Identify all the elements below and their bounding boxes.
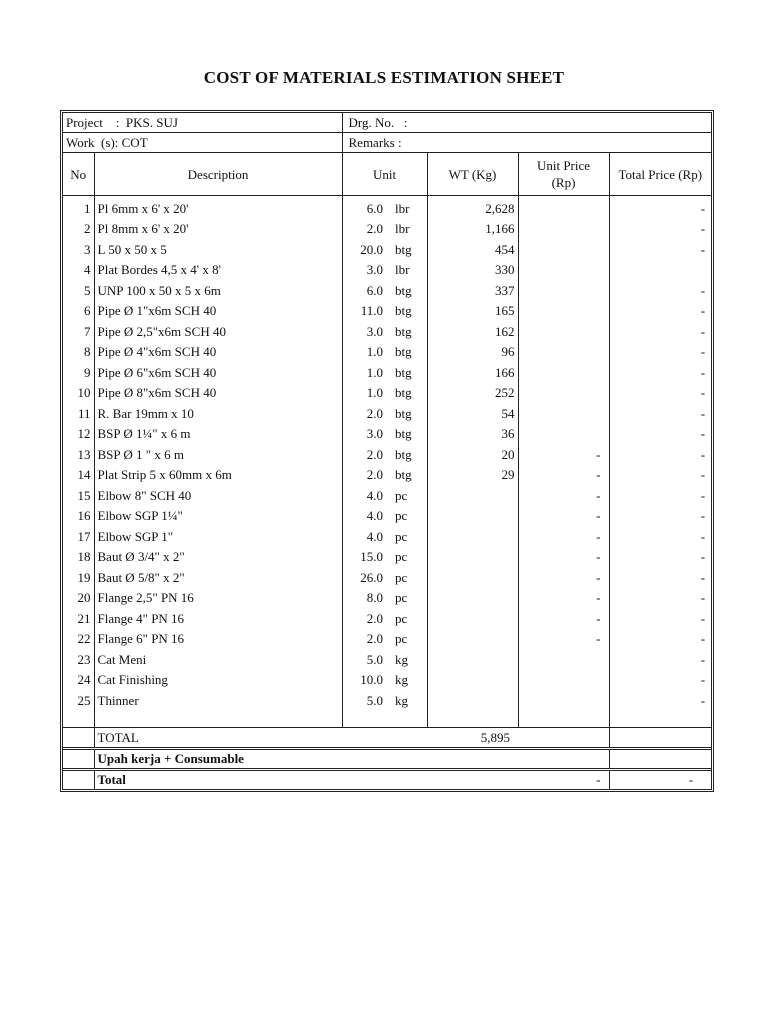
row-number: 7 bbox=[84, 323, 91, 339]
row-unit-price bbox=[518, 260, 609, 281]
header-row-work bbox=[63, 133, 711, 153]
drawing-number-field: Drg. No. : bbox=[342, 113, 711, 133]
row-unit-price bbox=[518, 239, 609, 260]
row-unit: btg bbox=[395, 467, 412, 483]
row-description: Elbow 8" SCH 40 bbox=[94, 485, 342, 506]
row-unit: btg bbox=[395, 405, 412, 421]
row-number: 10 bbox=[77, 385, 91, 401]
grand-total-label: Total bbox=[94, 769, 518, 789]
table-row bbox=[63, 690, 711, 711]
row-total-price: - bbox=[609, 342, 711, 363]
row-quantity: 5.0 bbox=[342, 690, 389, 711]
row-total-price: - bbox=[609, 547, 711, 568]
empty-cell bbox=[342, 727, 427, 748]
row-quantity: 2.0 bbox=[342, 608, 389, 629]
row-total-price: - bbox=[609, 383, 711, 404]
empty-cell bbox=[63, 748, 94, 769]
row-weight: 2,628 bbox=[427, 196, 518, 219]
table-row bbox=[63, 526, 711, 547]
row-number: 2 bbox=[84, 221, 91, 237]
row-weight: 29 bbox=[427, 465, 518, 486]
row-quantity: 2.0 bbox=[342, 465, 389, 486]
table-row bbox=[63, 383, 711, 404]
row-description: Pl 6mm x 6' x 20' bbox=[94, 196, 342, 219]
row-unit: btg bbox=[395, 385, 412, 401]
empty-cell bbox=[609, 727, 711, 748]
row-unit: pc bbox=[395, 549, 408, 565]
row-quantity: 3.0 bbox=[342, 424, 389, 445]
row-total-price: - bbox=[609, 506, 711, 527]
row-weight: 162 bbox=[427, 321, 518, 342]
row-total-price: - bbox=[609, 424, 711, 445]
project-field: Project : PKS. SUJ bbox=[63, 113, 342, 133]
row-unit-price: - bbox=[518, 608, 609, 629]
col-header-unit-price: Unit Price (Rp) bbox=[518, 153, 609, 196]
empty-cell bbox=[427, 711, 518, 728]
row-unit-price bbox=[518, 424, 609, 445]
row-description: Pipe Ø 6"x6m SCH 40 bbox=[94, 362, 342, 383]
row-total-price: - bbox=[609, 444, 711, 465]
row-total-price: - bbox=[609, 629, 711, 650]
row-number: 18 bbox=[77, 549, 91, 565]
row-description: Pipe Ø 1"x6m SCH 40 bbox=[94, 301, 342, 322]
row-quantity: 3.0 bbox=[342, 260, 389, 281]
row-unit: pc bbox=[395, 487, 408, 503]
table-row bbox=[63, 362, 711, 383]
total-weight: 5,895 bbox=[427, 727, 518, 748]
row-total-price: - bbox=[609, 219, 711, 240]
row-total-price: - bbox=[609, 321, 711, 342]
row-weight bbox=[427, 690, 518, 711]
row-unit-price bbox=[518, 280, 609, 301]
row-description: Flange 6" PN 16 bbox=[94, 629, 342, 650]
row-description: R. Bar 19mm x 10 bbox=[94, 403, 342, 424]
table-row bbox=[63, 280, 711, 301]
row-quantity: 8.0 bbox=[342, 588, 389, 609]
row-unit-price bbox=[518, 362, 609, 383]
row-weight bbox=[427, 485, 518, 506]
row-weight bbox=[427, 567, 518, 588]
row-number: 24 bbox=[77, 672, 91, 688]
row-unit-price: - bbox=[518, 567, 609, 588]
row-unit: btg bbox=[395, 446, 412, 462]
row-weight: 166 bbox=[427, 362, 518, 383]
column-header-row bbox=[63, 153, 711, 196]
row-unit-price: - bbox=[518, 526, 609, 547]
row-quantity: 5.0 bbox=[342, 649, 389, 670]
row-description: Pipe Ø 4"x6m SCH 40 bbox=[94, 342, 342, 363]
row-description: Pipe Ø 8"x6m SCH 40 bbox=[94, 383, 342, 404]
row-unit: btg bbox=[395, 241, 412, 257]
row-unit-price bbox=[518, 670, 609, 691]
row-description: Baut Ø 3/4" x 2" bbox=[94, 547, 342, 568]
row-unit-price: - bbox=[518, 506, 609, 527]
empty-cell bbox=[518, 727, 609, 748]
work-field: Work (s): COT bbox=[63, 133, 342, 153]
row-weight: 337 bbox=[427, 280, 518, 301]
table-row bbox=[63, 403, 711, 424]
empty-cell bbox=[389, 711, 427, 728]
row-total-price: - bbox=[609, 239, 711, 260]
row-unit-price bbox=[518, 321, 609, 342]
row-unit-price bbox=[518, 301, 609, 322]
row-description: Pipe Ø 2,5"x6m SCH 40 bbox=[94, 321, 342, 342]
row-description: Plat Bordes 4,5 x 4' x 8' bbox=[94, 260, 342, 281]
row-description: Elbow SGP 1" bbox=[94, 526, 342, 547]
row-total-price: - bbox=[609, 362, 711, 383]
table-row bbox=[63, 547, 711, 568]
row-number: 20 bbox=[77, 590, 91, 606]
table-row bbox=[63, 485, 711, 506]
table-row bbox=[63, 321, 711, 342]
row-number: 9 bbox=[84, 364, 91, 380]
row-number: 19 bbox=[77, 569, 91, 585]
table-row bbox=[63, 629, 711, 650]
row-weight bbox=[427, 670, 518, 691]
row-unit: btg bbox=[395, 303, 412, 319]
row-unit-price: - bbox=[518, 629, 609, 650]
row-weight: 454 bbox=[427, 239, 518, 260]
row-description: Pl 8mm x 6' x 20' bbox=[94, 219, 342, 240]
row-description: Cat Meni bbox=[94, 649, 342, 670]
row-quantity: 26.0 bbox=[342, 567, 389, 588]
row-weight: 54 bbox=[427, 403, 518, 424]
row-description: L 50 x 50 x 5 bbox=[94, 239, 342, 260]
row-weight: 20 bbox=[427, 444, 518, 465]
row-number: 8 bbox=[84, 344, 91, 360]
row-number: 3 bbox=[84, 241, 91, 257]
empty-cell bbox=[94, 711, 342, 728]
remarks-field: Remarks : bbox=[342, 133, 711, 153]
col-header-unit: Unit bbox=[342, 153, 427, 196]
row-total-price: - bbox=[609, 690, 711, 711]
labor-consumable-label: Upah kerja + Consumable bbox=[94, 748, 609, 769]
row-unit-price bbox=[518, 219, 609, 240]
row-unit: pc bbox=[395, 610, 408, 626]
row-description: Elbow SGP 1¼" bbox=[94, 506, 342, 527]
row-description: Thinner bbox=[94, 690, 342, 711]
row-total-price: - bbox=[609, 485, 711, 506]
empty-cell bbox=[63, 711, 94, 728]
row-quantity: 4.0 bbox=[342, 526, 389, 547]
row-unit-price: - bbox=[518, 588, 609, 609]
table-row bbox=[63, 301, 711, 322]
row-weight bbox=[427, 608, 518, 629]
row-unit-price bbox=[518, 649, 609, 670]
empty-cell bbox=[518, 711, 609, 728]
row-unit: pc bbox=[395, 569, 408, 585]
row-quantity: 1.0 bbox=[342, 342, 389, 363]
row-total-price: - bbox=[609, 196, 711, 219]
total-row bbox=[63, 727, 711, 748]
row-unit: btg bbox=[395, 323, 412, 339]
row-unit-price: - bbox=[518, 444, 609, 465]
row-unit-price: - bbox=[518, 485, 609, 506]
total-label: TOTAL bbox=[94, 727, 342, 748]
table-row bbox=[63, 588, 711, 609]
row-quantity: 11.0 bbox=[342, 301, 389, 322]
row-weight bbox=[427, 506, 518, 527]
row-number: 13 bbox=[77, 446, 91, 462]
row-unit-price bbox=[518, 690, 609, 711]
row-total-price: - bbox=[609, 465, 711, 486]
spacer-row bbox=[63, 711, 711, 728]
row-quantity: 6.0 bbox=[342, 196, 389, 219]
row-weight bbox=[427, 629, 518, 650]
row-weight: 330 bbox=[427, 260, 518, 281]
row-quantity: 20.0 bbox=[342, 239, 389, 260]
row-quantity: 15.0 bbox=[342, 547, 389, 568]
grand-unit-price: - bbox=[518, 769, 609, 789]
row-weight bbox=[427, 526, 518, 547]
row-total-price: - bbox=[609, 301, 711, 322]
row-unit: kg bbox=[395, 692, 408, 708]
empty-cell bbox=[63, 727, 94, 748]
row-weight bbox=[427, 649, 518, 670]
header-row-project bbox=[63, 113, 711, 133]
row-total-price: - bbox=[609, 608, 711, 629]
row-number: 25 bbox=[77, 692, 91, 708]
col-header-total-price: Total Price (Rp) bbox=[609, 153, 711, 196]
row-unit: lbr bbox=[395, 200, 410, 216]
row-weight: 36 bbox=[427, 424, 518, 445]
row-unit: btg bbox=[395, 344, 412, 360]
row-number: 23 bbox=[77, 651, 91, 667]
row-unit: kg bbox=[395, 651, 408, 667]
row-total-price: - bbox=[609, 670, 711, 691]
row-quantity: 10.0 bbox=[342, 670, 389, 691]
table-row bbox=[63, 196, 711, 219]
row-weight: 252 bbox=[427, 383, 518, 404]
row-number: 22 bbox=[77, 631, 91, 647]
row-description: Flange 4" PN 16 bbox=[94, 608, 342, 629]
col-header-description: Description bbox=[94, 153, 342, 196]
row-description: Plat Strip 5 x 60mm x 6m bbox=[94, 465, 342, 486]
table-row bbox=[63, 506, 711, 527]
col-header-wt: WT (Kg) bbox=[427, 153, 518, 196]
row-quantity: 3.0 bbox=[342, 321, 389, 342]
row-number: 5 bbox=[84, 282, 91, 298]
row-number: 17 bbox=[77, 528, 91, 544]
row-description: Flange 2,5" PN 16 bbox=[94, 588, 342, 609]
table-row bbox=[63, 219, 711, 240]
row-unit: lbr bbox=[395, 262, 410, 278]
row-unit: btg bbox=[395, 282, 412, 298]
row-description: Baut Ø 5/8" x 2" bbox=[94, 567, 342, 588]
row-quantity: 4.0 bbox=[342, 485, 389, 506]
row-unit: pc bbox=[395, 631, 408, 647]
row-number: 14 bbox=[77, 467, 91, 483]
table-row bbox=[63, 260, 711, 281]
row-unit: lbr bbox=[395, 221, 410, 237]
row-weight: 96 bbox=[427, 342, 518, 363]
row-unit: pc bbox=[395, 528, 408, 544]
row-unit-price bbox=[518, 342, 609, 363]
row-unit-price bbox=[518, 403, 609, 424]
empty-cell bbox=[342, 711, 389, 728]
row-description: UNP 100 x 50 x 5 x 6m bbox=[94, 280, 342, 301]
empty-cell bbox=[609, 711, 711, 728]
grand-total-row bbox=[63, 769, 711, 789]
row-unit: pc bbox=[395, 590, 408, 606]
row-weight bbox=[427, 547, 518, 568]
row-total-price: - bbox=[609, 526, 711, 547]
table-row bbox=[63, 239, 711, 260]
row-number: 15 bbox=[77, 487, 91, 503]
row-weight: 165 bbox=[427, 301, 518, 322]
row-unit: btg bbox=[395, 426, 412, 442]
row-number: 4 bbox=[84, 262, 91, 278]
table-row bbox=[63, 465, 711, 486]
table-row bbox=[63, 342, 711, 363]
row-number: 21 bbox=[77, 610, 91, 626]
sheet-title: COST OF MATERIALS ESTIMATION SHEET bbox=[203, 68, 565, 87]
row-total-price: - bbox=[609, 588, 711, 609]
row-number: 16 bbox=[77, 508, 91, 524]
labor-consumable-row bbox=[63, 748, 711, 769]
row-unit: btg bbox=[395, 364, 412, 380]
row-number: 11 bbox=[77, 405, 91, 421]
col-header-no: No bbox=[63, 153, 94, 196]
row-quantity: 2.0 bbox=[342, 444, 389, 465]
row-unit: kg bbox=[395, 672, 408, 688]
row-unit-price: - bbox=[518, 465, 609, 486]
row-total-price: - bbox=[609, 567, 711, 588]
table-row bbox=[63, 444, 711, 465]
table-row bbox=[63, 608, 711, 629]
table-row bbox=[63, 567, 711, 588]
grand-total-price: - bbox=[609, 769, 711, 789]
row-total-price: - bbox=[609, 403, 711, 424]
row-description: BSP Ø 1 " x 6 m bbox=[94, 444, 342, 465]
row-quantity: 2.0 bbox=[342, 629, 389, 650]
row-total-price: - bbox=[609, 280, 711, 301]
row-unit-price bbox=[518, 383, 609, 404]
row-number: 1 bbox=[84, 200, 91, 216]
row-number: 12 bbox=[77, 426, 91, 442]
estimation-table bbox=[60, 110, 714, 792]
row-quantity: 1.0 bbox=[342, 362, 389, 383]
row-quantity: 2.0 bbox=[342, 403, 389, 424]
row-quantity: 2.0 bbox=[342, 219, 389, 240]
table-row bbox=[63, 670, 711, 691]
row-description: Cat Finishing bbox=[94, 670, 342, 691]
empty-cell bbox=[63, 769, 94, 789]
row-unit: pc bbox=[395, 508, 408, 524]
row-quantity: 4.0 bbox=[342, 506, 389, 527]
row-quantity: 6.0 bbox=[342, 280, 389, 301]
row-description: BSP Ø 1¼" x 6 m bbox=[94, 424, 342, 445]
row-total-price: - bbox=[609, 649, 711, 670]
empty-cell bbox=[609, 748, 711, 769]
row-weight: 1,166 bbox=[427, 219, 518, 240]
row-unit-price: - bbox=[518, 547, 609, 568]
row-number: 6 bbox=[84, 303, 91, 319]
table-row bbox=[63, 424, 711, 445]
row-quantity: 1.0 bbox=[342, 383, 389, 404]
row-total-price bbox=[609, 260, 711, 281]
row-unit-price bbox=[518, 196, 609, 219]
table-row bbox=[63, 649, 711, 670]
row-weight bbox=[427, 588, 518, 609]
